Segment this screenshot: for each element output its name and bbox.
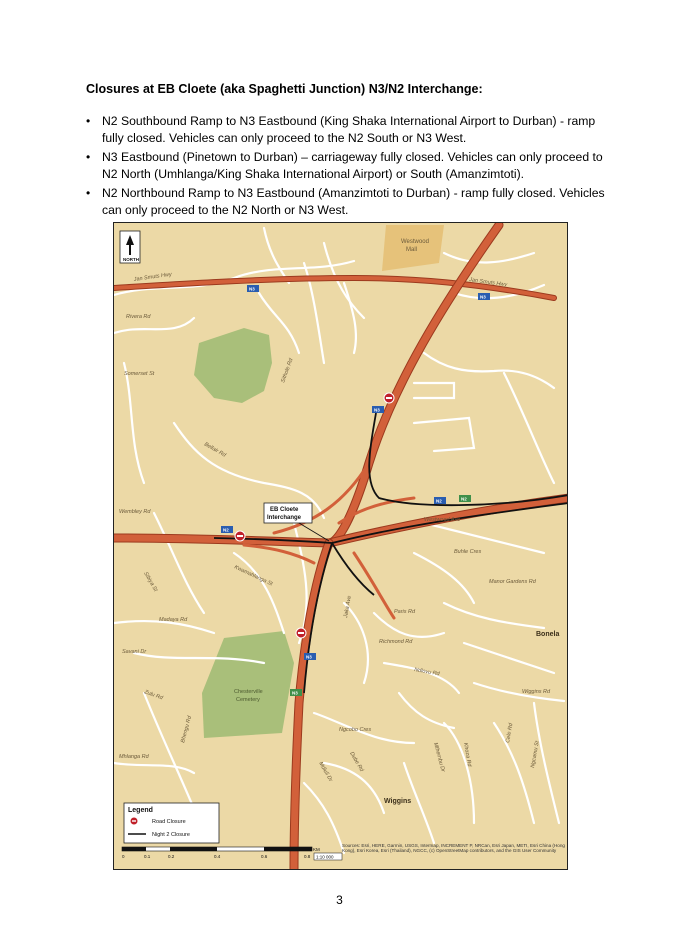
- street-label: Zulu Rd: [143, 689, 164, 702]
- street-label: Rivera Rd: [126, 314, 151, 320]
- street-label: Ndlovu Rd: [413, 667, 440, 678]
- closure-map: [113, 222, 568, 870]
- street-label: Paris Rd: [394, 609, 416, 615]
- road-closure-icon: [296, 628, 306, 638]
- svg-text:N3: N3: [480, 294, 486, 300]
- route-shield: [221, 526, 233, 533]
- svg-text:N3: N3: [292, 690, 298, 696]
- street-label: Manor Gardens Rd: [489, 579, 536, 585]
- map-background: [114, 223, 568, 870]
- road-closure-icon: [131, 818, 138, 825]
- closure-item: [86, 185, 606, 219]
- cemetery-label: Cemetery: [236, 697, 260, 703]
- scale-tick: 0.1: [144, 854, 151, 859]
- mall-label: Mall: [406, 247, 418, 253]
- street-label: Bhengu Rd: [180, 715, 194, 744]
- mall-label: Westwood: [401, 239, 429, 245]
- svg-text:N2: N2: [223, 527, 229, 533]
- scale-ratio: 1:10 000: [316, 854, 334, 860]
- svg-text:N3: N3: [249, 286, 255, 292]
- street-label: Khoza Rd: [462, 742, 473, 768]
- svg-text:N3: N3: [306, 654, 312, 660]
- route-shield: [459, 495, 471, 502]
- suburb-label: Wiggins: [384, 798, 412, 805]
- closure-item: [86, 113, 606, 147]
- route-shield: [372, 406, 384, 413]
- attribution: Sources: Esri, HERE, Garmin, USGS, Intermap, INCREMENT P, NRCan, Esri Japan, METI, Esri China (Hong Kong), Esri Korea, Esri (Thailand), NGCC, (c) OpenStreetMap contributors, and the GIS User Community: [342, 843, 565, 854]
- north-arrow: [120, 231, 140, 263]
- street-label: Jan Smuts Hwy: [133, 271, 173, 283]
- scale-tick: 0.8: [304, 854, 311, 859]
- callout-line: EB Cloete: [270, 507, 299, 513]
- scale-unit: KM: [313, 847, 320, 852]
- street-label: Bellair Rd: [203, 441, 227, 459]
- callout-line: Interchange: [267, 515, 302, 521]
- closures-heading: Closures at EB Cloete (aka Spaghetti Junction) N3/N2 Interchange:: [86, 82, 483, 96]
- north-label: NORTH: [123, 257, 139, 262]
- street-label: Madaya Rd: [159, 617, 188, 623]
- scale-tick: 0.6: [261, 854, 268, 859]
- route-shield: [247, 285, 259, 292]
- bullet-icon: •: [86, 150, 91, 164]
- street-label: Jan Smuts Hwy: [468, 277, 508, 289]
- street-label: Mhlanga Rd: [119, 754, 149, 760]
- street-label: Ngcobo Cres: [339, 727, 372, 733]
- street-label: Mdluli Dr: [317, 761, 334, 783]
- street-label: Mthembu Dr: [432, 741, 446, 773]
- scale-tick: 0.2: [168, 854, 175, 859]
- route-shield: [304, 653, 316, 660]
- closure-item-text: N3 Eastbound (Pinetown to Durban) – carriageway fully closed. Vehicles can only proceed to N2 North (Umhlanga/King Shaka International Airport) or South (Amanzimtoti).: [102, 150, 603, 181]
- street-label: Sithole Rd: [280, 357, 295, 384]
- closure-list: [86, 113, 606, 221]
- street-label: Kwamahlanga St: [233, 564, 274, 588]
- bullet-icon: •: [86, 186, 91, 200]
- street-label: Jaka Ave: [343, 595, 353, 619]
- legend-item: Road Closure: [152, 819, 186, 825]
- closure-item: [86, 149, 606, 183]
- suburb-label: Bonela: [536, 631, 560, 638]
- road-closure-icon: [384, 393, 394, 403]
- street-label: Ngcamu St: [530, 740, 541, 769]
- street-label: Somerset St: [124, 371, 155, 377]
- svg-text:N3: N3: [374, 407, 380, 413]
- route-shield: [478, 293, 490, 300]
- street-label: Sibiya St: [142, 571, 159, 593]
- page-number: 3: [336, 893, 343, 907]
- bullet-icon: •: [86, 114, 91, 128]
- closure-item-text: N2 Southbound Ramp to N3 Eastbound (King Shaka International Airport to Durban) - ramp fully closed. Vehicles can only proceed to the N2 South or N3 West.: [102, 114, 596, 145]
- street-label: Wiggins Rd: [522, 689, 551, 695]
- road-closure-icon: [235, 531, 245, 541]
- svg-text:N2: N2: [436, 498, 442, 504]
- scale-tick: 0: [122, 854, 125, 859]
- street-label: Savani Dr: [122, 649, 147, 655]
- closure-item-text: N2 Northbound Ramp to N3 Eastbound (Amanzimtoti to Durban) - ramp fully closed. Vehicles can only proceed to the N2 North or N3 West.: [102, 186, 605, 217]
- route-shield: [434, 497, 446, 504]
- street-label: Westwood Ave: [424, 517, 461, 523]
- map-canvas: [114, 223, 568, 870]
- street-label: Cele Rd: [505, 722, 515, 744]
- street-label: Richmond Rd: [379, 639, 413, 645]
- route-shield: [290, 689, 302, 696]
- scale-tick: 0.4: [214, 854, 221, 859]
- street-label: Buhle Cres: [454, 549, 482, 555]
- cemetery-label: Chesterville: [234, 689, 263, 695]
- legend-item: Night 2 Closure: [152, 832, 190, 838]
- map-legend: [124, 803, 219, 843]
- street-label: Wembley Rd: [119, 509, 151, 515]
- street-label: Dube Rd: [348, 751, 365, 773]
- legend-title: Legend: [128, 807, 153, 814]
- svg-text:N2: N2: [461, 496, 467, 502]
